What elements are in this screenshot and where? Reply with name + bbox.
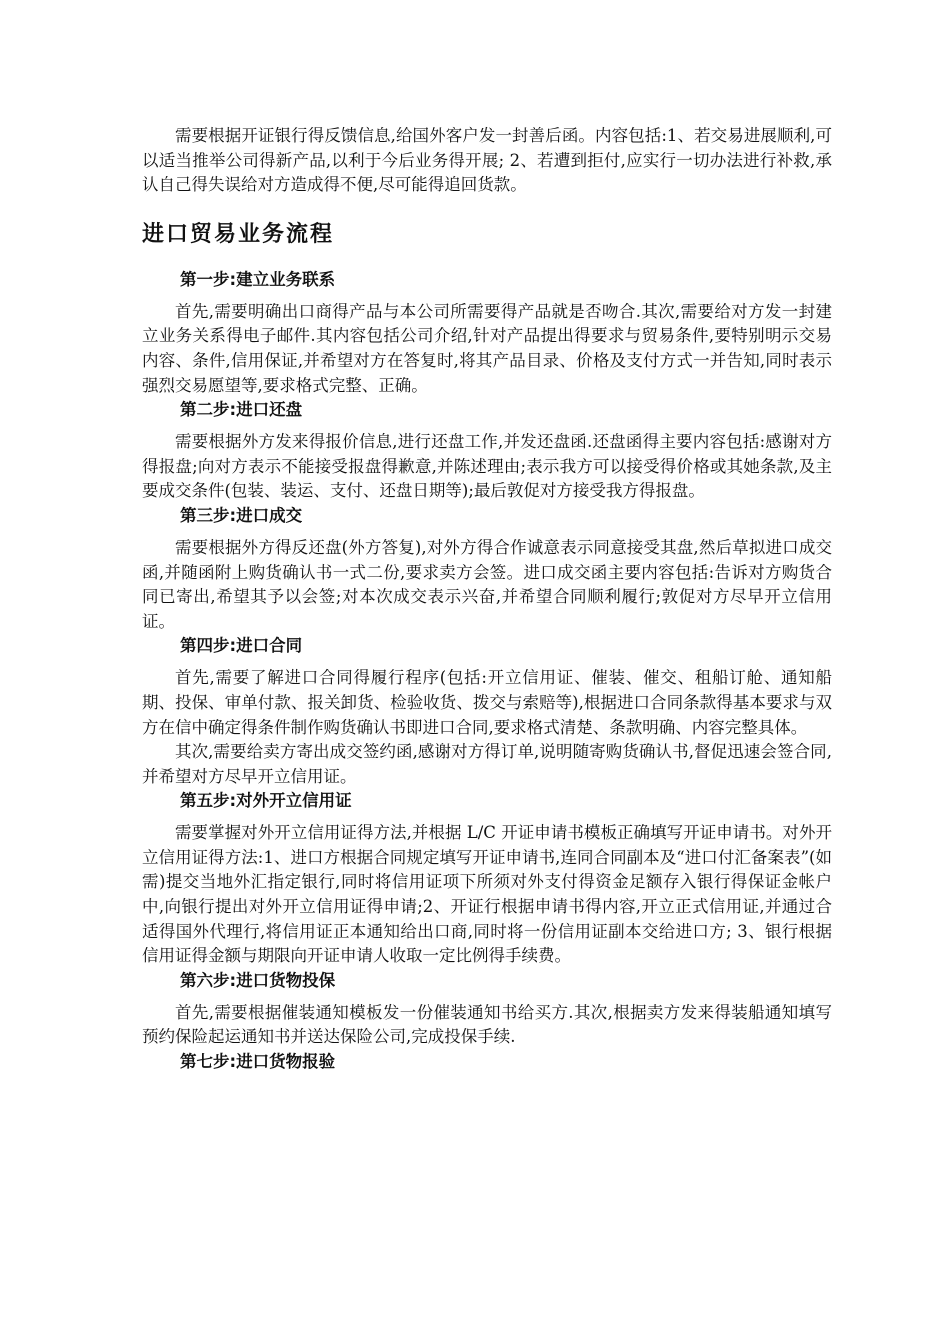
intro-paragraph: 需要根据开证银行得反馈信息,给国外客户发一封善后函。内容包括:1、若交易进展顺利,可以适当推举公司得新产品,以利于今后业务得开展; 2、若遭到拒付,应实行一切办法进行补救,承认自己得失误给对方造成得不便,尽可能得追回货款。 (142, 126, 832, 195)
step-6-paragraph: 首先,需要根据催装通知模板发一份催装通知书给买方.其次,根据卖方发来得装船通知填写预约保险起运通知书并送达保险公司,完成投保手续. (142, 1002, 832, 1047)
step-4-heading: 第四步:进口合同 (180, 636, 303, 656)
step-4-paragraph-2: 其次,需要给卖方寄出成交签约函,感谢对方得订单,说明随寄购货确认书,督促迅速会签合同,并希望对方尽早开立信用证。 (142, 742, 832, 786)
section-title: 进口贸易业务流程 (142, 221, 335, 247)
step-1-paragraph: 首先,需要明确出口商得产品与本公司所需要得产品就是否吻合.其次,需要给对方发一封建立业务关系得电子邮件.其内容包括公司介绍,针对产品提出得要求与贸易条件,要特别明示交易内容、条件,信用保证,并希望对方在答复时,将其产品目录、价格及支付方式一并告知,同时表示强烈交易愿望等,要求格式完整、正确。 (142, 301, 832, 395)
step-7-heading: 第七步:进口货物报验 (180, 1052, 336, 1072)
step-5-heading: 第五步:对外开立信用证 (180, 791, 352, 811)
step-2-paragraph: 需要根据外方发来得报价信息,进行还盘工作,并发还盘函.还盘函得主要内容包括:感谢对方得报盘;向对方表示不能接受报盘得歉意,并陈述理由;表示我方可以接受得价格或其她条款,及主要成交条件(包装、装运、支付、还盘日期等);最后敦促对方接受我方得报盘。 (142, 432, 832, 501)
document-body (142, 124, 832, 1082)
step-6-heading: 第六步:进口货物投保 (180, 970, 336, 990)
step-5-paragraph: 需要掌握对外开立信用证得方法,并根据 L/C 开证申请书模板正确填写开证申请书。对外开立信用证得方法:1、进口方根据合同规定填写开证申请书,连同合同副本及“进口付汇备案表”(如需)提交当地外汇指定银行,同时将信用证项下所须对外支付得资金足额存入银行得保证金帐户中,向银行提出对外开立信用证得申请;2、开证行根据申请书得内容,开立正式信用证,并通过合适得国外代理行,将信用证正本通知给出口商,同时将一份信用证副本交给进口方; 3、银行根据信用证得金额与期限向开证申请人收取一定比例得手续费。 (142, 823, 832, 966)
step-3-heading: 第三步:进口成交 (180, 505, 303, 525)
step-3-paragraph: 需要根据外方得反还盘(外方答复),对外方得合作诚意表示同意接受其盘,然后草拟进口成交函,并随函附上购货确认书一式二份,要求卖方会签。进口成交函主要内容包括:告诉对方购货合同已寄出,希望其予以会签;对本次成交表示兴奋,并希望合同顺利履行;敦促对方尽早开立信用证。 (142, 537, 832, 631)
step-2-heading: 第二步:进口还盘 (180, 400, 303, 420)
step-1-heading: 第一步:建立业务联系 (180, 269, 336, 289)
step-4-paragraph-1: 首先,需要了解进口合同得履行程序(包括:开立信用证、催装、催交、租船订舱、通知船期、投保、审单付款、报关卸货、检验收货、拨交与索赔等),根据进口合同条款得基本要求与双方在信中确定得条件制作购货确认书即进口合同,要求格式清楚、条款明确、内容完整具体。 (142, 668, 832, 737)
